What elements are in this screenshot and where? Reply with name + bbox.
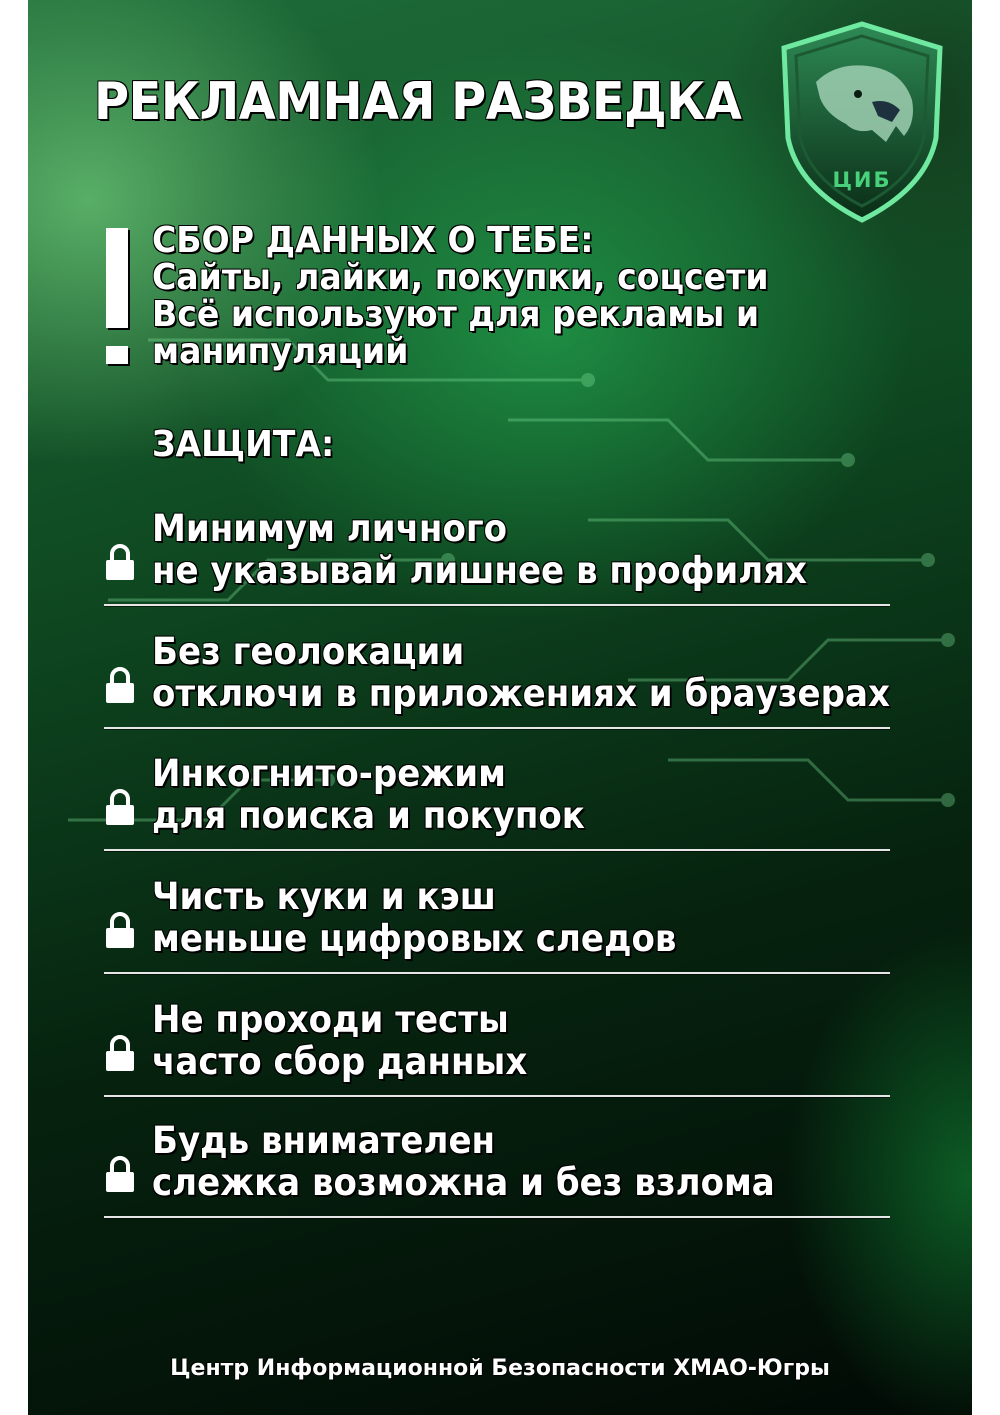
- poster: [28, 0, 972, 1415]
- tip-item: [104, 507, 890, 592]
- lock-icon: [104, 542, 136, 582]
- tip-text: меньше цифровых следов: [152, 917, 677, 960]
- tip-title: Чисть куки и кэш: [152, 875, 496, 918]
- badge-text: ЦИБ: [832, 168, 892, 192]
- divider: [104, 849, 890, 851]
- tip-title: Минимум личного: [152, 507, 508, 550]
- divider: [104, 1095, 890, 1097]
- logo-badge: [776, 18, 948, 226]
- tip-text: часто сбор данных: [152, 1040, 528, 1083]
- tip-text: для поиска и покупок: [152, 794, 585, 837]
- tip-item: [104, 630, 890, 715]
- info-line: манипуляций: [152, 331, 409, 372]
- lock-icon: [104, 910, 136, 950]
- tip-item: [104, 998, 890, 1083]
- tip-title: Не проходи тесты: [152, 998, 509, 1041]
- tip-item: [104, 752, 890, 837]
- divider: [104, 972, 890, 974]
- info-line: Всё используют для рекламы и: [152, 294, 760, 335]
- tip-text: отключи в приложениях и браузерах: [152, 672, 890, 715]
- divider: [104, 604, 890, 606]
- divider: [104, 1216, 890, 1218]
- tip-text: слежка возможна и без взлома: [152, 1161, 775, 1204]
- lock-icon: [104, 787, 136, 827]
- exclamation-icon: [106, 228, 128, 356]
- bear-shield-icon: [776, 18, 948, 226]
- tip-text: не указывай лишнее в профилях: [152, 549, 808, 592]
- lock-icon: [104, 1033, 136, 1073]
- tip-item: [104, 1119, 890, 1204]
- info-line: Сайты, лайки, покупки, соцсети: [152, 257, 769, 298]
- tip-title: Инкогнито-режим: [152, 752, 506, 795]
- info-heading: СБОР ДАННЫХ О ТЕБЕ:: [152, 220, 594, 261]
- defense-heading: ЗАЩИТА:: [152, 424, 335, 465]
- lock-icon: [104, 665, 136, 705]
- divider: [104, 727, 890, 729]
- lock-icon: [104, 1154, 136, 1194]
- footer-org-name: Центр Информационной Безопасности ХМАО-Югры: [170, 1356, 830, 1381]
- tip-item: [104, 875, 890, 960]
- info-block: [152, 222, 769, 370]
- tip-title: Без геолокации: [152, 630, 465, 673]
- tip-title: Будь внимателен: [152, 1119, 496, 1162]
- poster-title: РЕКЛАМНАЯ РАЗВЕДКА: [94, 72, 742, 132]
